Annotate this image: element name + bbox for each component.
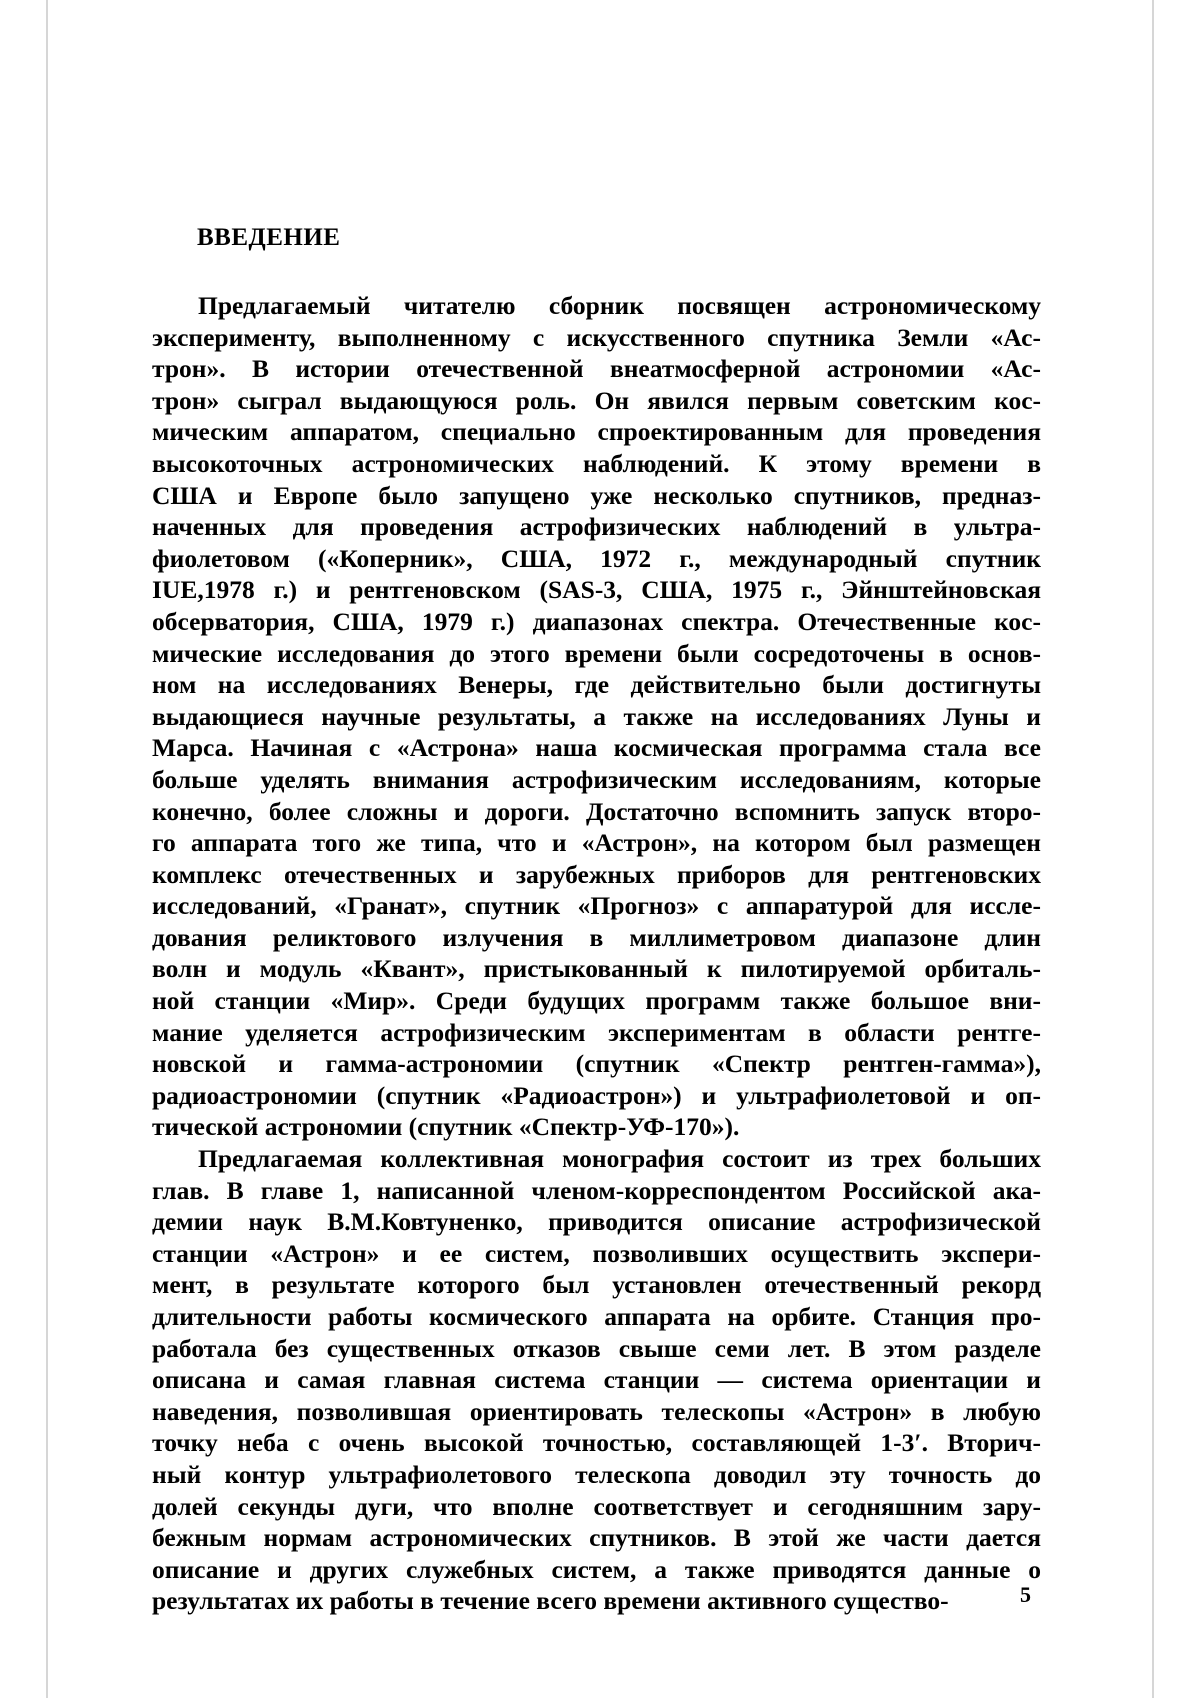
- page-right-border: [1152, 0, 1154, 1698]
- text-line: комплекс отечественных и зарубежных приборов для рентгеновских: [152, 859, 1041, 889]
- text-line: демии наук В.М.Ковтуненко, приводится описание астрофизической: [152, 1207, 1041, 1237]
- page-content: [152, 222, 1041, 1617]
- text-line: глав. В главе 1, написанной членом-корреспондентом Российской ака-: [152, 1175, 1041, 1205]
- text-line: ной станции «Мир». Среди будущих программ также большое вни-: [152, 986, 1041, 1016]
- text-line: новской и гамма-астрономии (спутник «Спектр рентген-гамма»),: [152, 1049, 1041, 1079]
- text-line: ный контур ультрафиолетового телескопа доводил эту точность до: [152, 1459, 1041, 1489]
- body-text: [152, 290, 1041, 1617]
- text-line: США и Европе было запущено уже несколько спутников, предназ-: [152, 480, 1041, 510]
- text-line: Предлагаемый читателю сборник посвящен астрономическому: [198, 291, 1041, 320]
- text-line: бежным нормам астрономических спутников. В этой же части дается: [152, 1523, 1041, 1553]
- text-line: высокоточных астрономических наблюдений. К этому времени в: [152, 448, 1041, 478]
- text-line: выдающиеся научные результаты, а также на исследованиях Луны и: [152, 701, 1041, 731]
- text-line: мическим аппаратом, специально спроектированным для проведения: [152, 417, 1041, 447]
- text-line: дования реликтового излучения в миллиметровом диапазоне длин: [152, 922, 1041, 952]
- page-number: 5: [1020, 1582, 1031, 1607]
- paragraph-2: [152, 1143, 1041, 1617]
- text-line: го аппарата того же типа, что и «Астрон», на котором был размещен: [152, 828, 1041, 858]
- text-line: наченных для проведения астрофизических наблюдений в ультра-: [152, 512, 1041, 542]
- text-line: описание и других служебных систем, а также приводятся данные о: [152, 1554, 1041, 1584]
- text-line: ном на исследованиях Венеры, где действительно были достигнуты: [152, 670, 1041, 700]
- text-line: мические исследования до этого времени были сосредоточены в основ-: [152, 638, 1041, 668]
- text-line: результатах их работы в течение всего времени активного существо-: [152, 1586, 949, 1616]
- text-line: Предлагаемая коллективная монография состоит из трех больших: [198, 1144, 1041, 1174]
- text-line: трон» сыграл выдающуюся роль. Он явился первым советским кос-: [152, 385, 1041, 415]
- text-line: IUE,1978 г.) и рентгеновском (SAS-3, США, 1975 г., Эйнштейновская: [152, 575, 1041, 605]
- text-line: обсерватория, США, 1979 г.) диапазонах спектра. Отечественные кос-: [152, 606, 1041, 636]
- text-line: длительности работы космического аппарата на орбите. Станция про-: [152, 1302, 1041, 1331]
- text-line: фиолетовом («Коперник», США, 1972 г., международный спутник: [152, 543, 1041, 573]
- text-line: Марса. Начиная с «Астрона» наша космическая программа стала все: [152, 733, 1041, 763]
- text-line: точку неба с очень высокой точностью, составляющей 1-3′. Вторич-: [152, 1428, 1041, 1458]
- text-line: исследований, «Гранат», спутник «Прогноз» с аппаратурой для иссле-: [152, 891, 1041, 921]
- text-line: мент, в результате которого был установлен отечественный рекорд: [152, 1270, 1041, 1300]
- text-line: трон». В истории отечественной внеатмосферной астрономии «Ас-: [152, 354, 1041, 384]
- text-line: описана и самая главная система станции — система ориентации и: [152, 1365, 1041, 1395]
- text-line: конечно, более сложны и дороги. Достаточно вспомнить запуск второ-: [152, 796, 1041, 826]
- text-line: наведения, позволившая ориентировать телескопы «Астрон» в любую: [152, 1396, 1041, 1426]
- text-line: тической астрономии (спутник «Спектр-УФ-170»).: [152, 1112, 740, 1142]
- text-line: эксперименту, выполненному с искусственного спутника Земли «Ас-: [152, 322, 1041, 352]
- text-line: радиоастрономии (спутник «Радиоастрон») и ультрафиолетовой и оп-: [152, 1080, 1041, 1110]
- paragraph-1: [152, 290, 1041, 1143]
- text-line: больше уделять внимания астрофизическим исследованиям, которые: [152, 764, 1041, 794]
- text-line: долей секунды дуги, что вполне соответствует и сегодняшним зару-: [152, 1491, 1041, 1521]
- text-line: волн и модуль «Квант», пристыкованный к пилотируемой орбиталь-: [152, 954, 1041, 984]
- page-heading: ВВЕДЕНИЕ: [197, 224, 341, 251]
- page-left-border: [46, 0, 48, 1698]
- text-line: работала без существенных отказов свыше семи лет. В этом разделе: [152, 1333, 1041, 1363]
- text-line: мание уделяется астрофизическим экспериментам в области рентге-: [152, 1017, 1041, 1047]
- text-line: станции «Астрон» и ее систем, позволивших осуществить экспери-: [152, 1238, 1041, 1268]
